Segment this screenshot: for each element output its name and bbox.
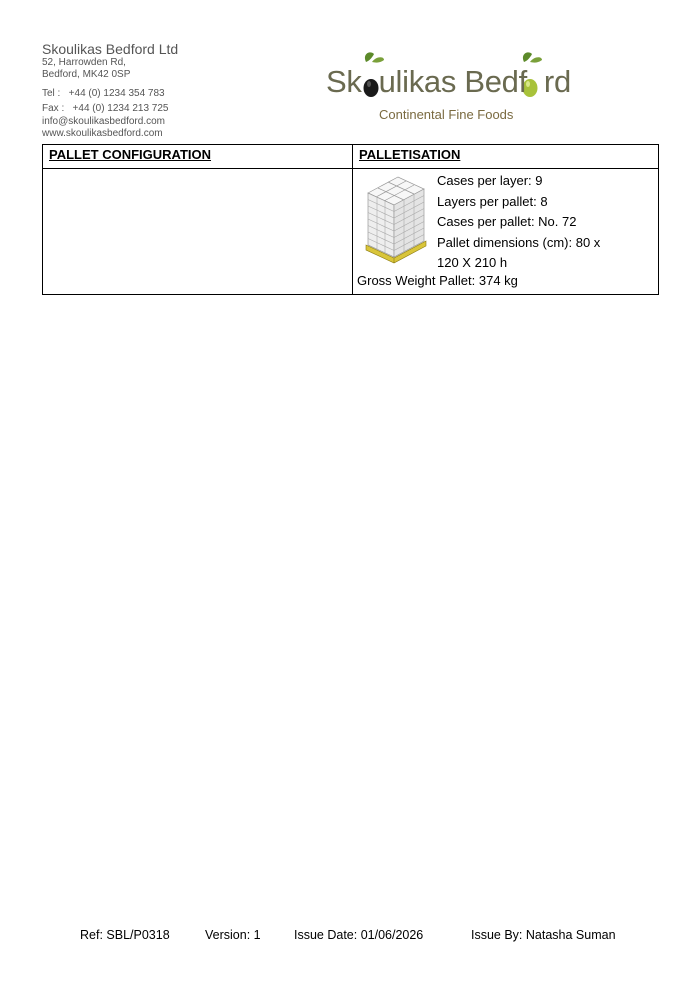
cases-per-pallet: Cases per pallet: No. 72	[437, 214, 577, 229]
logo-wordmark: Sk ulikas Bedf rd	[326, 64, 571, 99]
company-logo	[322, 48, 582, 128]
telephone: Tel : +44 (0) 1234 354 783	[42, 87, 165, 99]
pallet-configuration-cell	[43, 169, 353, 295]
pallet-stack-icon	[362, 175, 428, 267]
company-name: Skoulikas Bedford Ltd	[42, 41, 179, 57]
palletisation-cell	[353, 169, 659, 295]
address-line-1: 52, Harrowden Rd,	[42, 57, 126, 68]
logo-tagline: Continental Fine Foods	[379, 107, 514, 122]
gross-weight-pallet: Gross Weight Pallet: 374 kg	[357, 273, 518, 288]
pallet-dimensions: Pallet dimensions (cm): 80 x	[437, 234, 601, 250]
pallet-spec-table	[42, 144, 659, 295]
palletisation-header: PALLETISATION	[353, 145, 659, 169]
footer-ref: Ref: SBL/P0318	[80, 928, 170, 942]
footer-issue-by: Issue By: Natasha Suman	[471, 928, 616, 942]
palletisation-details	[437, 171, 657, 274]
footer-issue-date: Issue Date: 01/06/2026	[294, 928, 424, 942]
website-link[interactable]: www.skoulikasbedford.com	[42, 128, 163, 140]
cases-per-layer: Cases per layer: 9	[437, 173, 543, 188]
company-address-block	[42, 41, 178, 140]
footer-version: Version: 1	[205, 928, 261, 942]
pallet-dimensions-cont: 120 X 210 h	[437, 255, 508, 270]
email-link[interactable]: info@skoulikasbedford.com	[42, 115, 165, 127]
pallet-configuration-header: PALLET CONFIGURATION	[43, 145, 353, 169]
address-line-2: Bedford, MK42 0SP	[42, 69, 131, 81]
fax: Fax : +44 (0) 1234 213 725	[42, 103, 169, 115]
layers-per-pallet: Layers per pallet: 8	[437, 193, 548, 209]
